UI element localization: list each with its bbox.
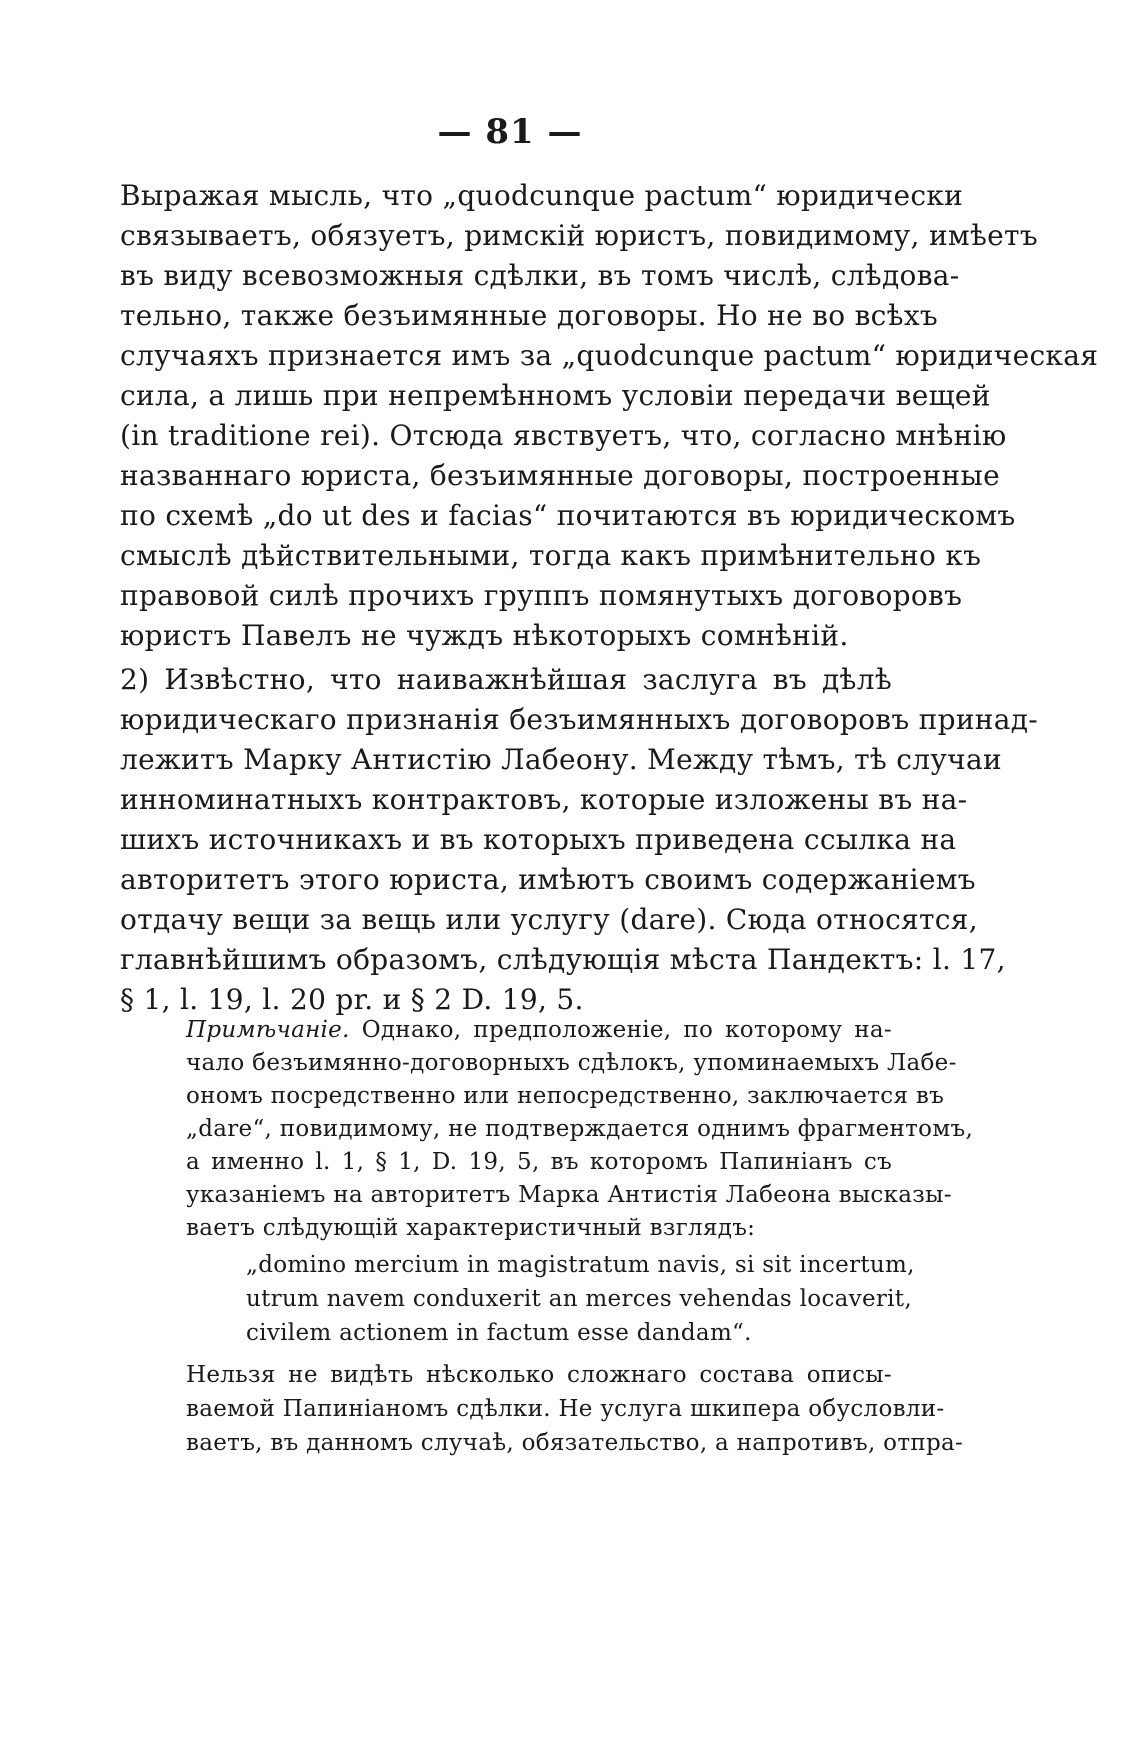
text-line: 2) Извѣстно, что наиважнѣйшая заслуга въ дѣлѣ bbox=[120, 663, 892, 696]
note-first-line-text: Однако, предположеніе, по которому на- bbox=[349, 1017, 892, 1043]
latin-quote bbox=[246, 1248, 915, 1350]
note-line: „dare“, повидимому, не подтверждается однимъ фрагментомъ, bbox=[186, 1116, 974, 1142]
text-line: инноминатныхъ контрактовъ, которые изложены въ на- bbox=[120, 783, 968, 816]
text-line: ваемой Папиніаномъ сдѣлки. Не услуга шкипера обусловли- bbox=[186, 1396, 945, 1422]
text-line: лежитъ Марку Антистію Лабеону. Между тѣмъ, тѣ случаи bbox=[120, 743, 1002, 776]
text-line: по схемѣ „do ut des и facias“ почитаются въ юридическомъ bbox=[120, 499, 1016, 532]
footnote-remark bbox=[186, 1014, 974, 1245]
text-line: авторитетъ этого юриста, имѣютъ своимъ содержаніемъ bbox=[120, 863, 976, 896]
note-first-line bbox=[186, 1014, 892, 1047]
text-line: правовой силѣ прочихъ группъ помянутыхъ договоровъ bbox=[120, 579, 963, 612]
quote-line: utrum navem conduxerit an merces vehendas locaverit, bbox=[246, 1286, 912, 1312]
note-line: указаніемъ на авторитетъ Марка Антистія Лабеона высказы- bbox=[186, 1182, 952, 1208]
text-line: сила, а лишь при непремѣнномъ условіи передачи вещей bbox=[120, 379, 991, 412]
quote-line: „domino mercium in magistratum navis, si sit incertum, bbox=[246, 1252, 915, 1278]
text-line: отдачу вещи за вещь или услугу (dare). Сюда относятся, bbox=[120, 903, 978, 936]
text-line: названнаго юриста, безъимянные договоры, построенные bbox=[120, 459, 1000, 492]
text-line: юридическаго признанія безъимянныхъ договоровъ принад- bbox=[120, 703, 1039, 736]
text-line: смыслѣ дѣйствительными, тогда какъ примѣнительно къ bbox=[120, 539, 982, 572]
text-line: въ виду всевозможныя сдѣлки, въ томъ числѣ, слѣдова- bbox=[120, 259, 960, 292]
text-line: (in traditione rei). Отсюда явствуетъ, что, согласно мнѣнію bbox=[120, 419, 1007, 452]
text-line: ваетъ, въ данномъ случаѣ, обязательство, а напротивъ, отпра- bbox=[186, 1430, 964, 1456]
text-line: юристъ Павелъ не чуждъ нѣкоторыхъ сомнѣній. bbox=[120, 619, 849, 652]
text-line: Нельзя не видѣть нѣсколько сложнаго состава описы- bbox=[186, 1362, 892, 1388]
page-number: — 81 — bbox=[437, 112, 583, 152]
note-line: ваетъ слѣдующій характеристичный взглядъ: bbox=[186, 1215, 756, 1241]
note-label: Примѣчаніе. bbox=[186, 1017, 350, 1043]
text-line: § 1, l. 19, l. 20 pr. и § 2 D. 19, 5. bbox=[120, 983, 584, 1016]
note-line: ономъ посредственно или непосредственно, заключается въ bbox=[186, 1083, 945, 1109]
quote-line: civilem actionem in factum esse dandam“. bbox=[246, 1320, 752, 1346]
text-line: Выражая мысль, что „quodcunque pactum“ юридически bbox=[120, 179, 964, 212]
text-line: связываетъ, обязуетъ, римскій юристъ, повидимому, имѣетъ bbox=[120, 219, 1038, 252]
text-line: случаяхъ признается имъ за „quodcunque pactum“ юридическая bbox=[120, 339, 1099, 372]
text-line: тельно, также безъимянные договоры. Но не во всѣхъ bbox=[120, 299, 939, 332]
paragraph-2 bbox=[120, 660, 1039, 1020]
note-line: чало безъимянно-договорныхъ сдѣлокъ, упоминаемыхъ Лабе- bbox=[186, 1050, 957, 1076]
text-line: шихъ источникахъ и въ которыхъ приведена ссылка на bbox=[120, 823, 957, 856]
paragraph-1 bbox=[120, 176, 1099, 656]
note-line: а именно l. 1, § 1, D. 19, 5, въ которомъ Папиніанъ съ bbox=[186, 1149, 892, 1175]
text-line: главнѣйшимъ образомъ, слѣдующія мѣста Пандектъ: l. 17, bbox=[120, 943, 1006, 976]
paragraph-3 bbox=[186, 1358, 964, 1460]
